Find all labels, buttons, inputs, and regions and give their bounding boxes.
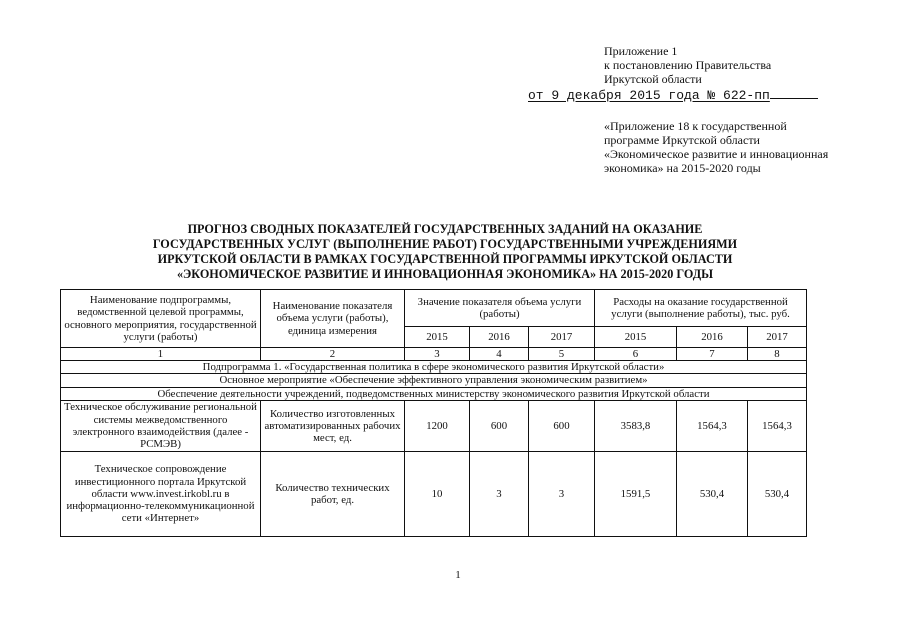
resolution-date-text: от 9 декабря 2015 года № 622-пп — [528, 88, 770, 103]
appendix-line: Приложение 1 — [604, 44, 678, 58]
value-2017: 3 — [529, 451, 595, 536]
appendix-line: Иркутской области — [604, 72, 702, 86]
expense-2017: 1564,3 — [748, 400, 807, 451]
expense-2016: 530,4 — [677, 451, 748, 536]
value-2016: 600 — [470, 400, 529, 451]
header-subprogram-name: Наименование подпрограммы, ведомственной целевой программы, основного мероприятия, государственной услуги (работы) — [61, 290, 261, 348]
document-title — [110, 222, 780, 282]
year-header: 2016 — [470, 327, 529, 348]
column-number: 2 — [261, 348, 405, 361]
service-name: Техническое обслуживание региональной системы межведомственного электронного взаимодействия (далее - РСМЭВ) — [61, 400, 261, 451]
activity-row: Обеспечение деятельности учреждений, подведомственных министерству экономического развития Иркутской области — [61, 387, 807, 400]
year-header: 2017 — [748, 327, 807, 348]
header-expenses: Расходы на оказание государственной услуги (выполнение работы), тыс. руб. — [595, 290, 807, 327]
column-number: 1 — [61, 348, 261, 361]
underline-tail — [770, 87, 818, 99]
indicator-name: Количество изготовленных автоматизированных рабочих мест, ед. — [261, 400, 405, 451]
column-number: 7 — [677, 348, 748, 361]
expense-2015: 1591,5 — [595, 451, 677, 536]
year-header: 2015 — [595, 327, 677, 348]
appendix-line: к постановлению Правительства — [604, 58, 772, 72]
column-number: 6 — [595, 348, 677, 361]
main-activity-row: Основное мероприятие «Обеспечение эффективного управления экономическим развитием» — [61, 374, 807, 387]
column-number: 4 — [470, 348, 529, 361]
value-2015: 1200 — [405, 400, 470, 451]
year-header: 2016 — [677, 327, 748, 348]
resolution-date — [528, 87, 818, 103]
indicators-table — [60, 289, 807, 537]
year-header: 2017 — [529, 327, 595, 348]
table-row — [61, 451, 807, 536]
page-number: 1 — [455, 569, 461, 581]
table-row — [61, 400, 807, 451]
title-line: ПРОГНОЗ СВОДНЫХ ПОКАЗАТЕЛЕЙ ГОСУДАРСТВЕННЫХ ЗАДАНИЙ НА ОКАЗАНИЕ — [187, 222, 703, 236]
appendix-block — [604, 44, 771, 86]
value-2017: 600 — [529, 400, 595, 451]
appendix-18-note: «Приложение 18 к государственной программе Иркутской области «Экономическое развитие и инновационная экономика» на 2015-2020 годы — [604, 119, 829, 175]
column-number: 3 — [405, 348, 470, 361]
title-line: ИРКУТСКОЙ ОБЛАСТИ В РАМКАХ ГОСУДАРСТВЕННОЙ ПРОГРАММЫ ИРКУТСКОЙ ОБЛАСТИ — [157, 252, 733, 266]
service-name: Техническое сопровождение инвестиционного портала Иркутской области www.invest.irkobl.ru в информационно-телекоммуникационной сети «Интернет» — [61, 451, 261, 536]
subprogram-row: Подпрограмма 1. «Государственная политика в сфере экономического развития Иркутской области» — [61, 361, 807, 374]
year-header: 2015 — [405, 327, 470, 348]
value-2016: 3 — [470, 451, 529, 536]
header-indicator-name: Наименование показателя объема услуги (работы), единица измерения — [261, 290, 405, 348]
header-indicator-values: Значение показателя объема услуги (работы) — [405, 290, 595, 327]
indicator-name: Количество технических работ, ед. — [261, 451, 405, 536]
title-line: ГОСУДАРСТВЕННЫХ УСЛУГ (ВЫПОЛНЕНИЕ РАБОТ) ГОСУДАРСТВЕННЫМИ УЧРЕЖДЕНИЯМИ — [152, 237, 738, 251]
column-number: 5 — [529, 348, 595, 361]
expense-2016: 1564,3 — [677, 400, 748, 451]
column-number: 8 — [748, 348, 807, 361]
expense-2017: 530,4 — [748, 451, 807, 536]
title-line: «ЭКОНОМИЧЕСКОЕ РАЗВИТИЕ И ИННОВАЦИОННАЯ ЭКОНОМИКА» НА 2015-2020 ГОДЫ — [176, 267, 714, 281]
value-2015: 10 — [405, 451, 470, 536]
expense-2015: 3583,8 — [595, 400, 677, 451]
